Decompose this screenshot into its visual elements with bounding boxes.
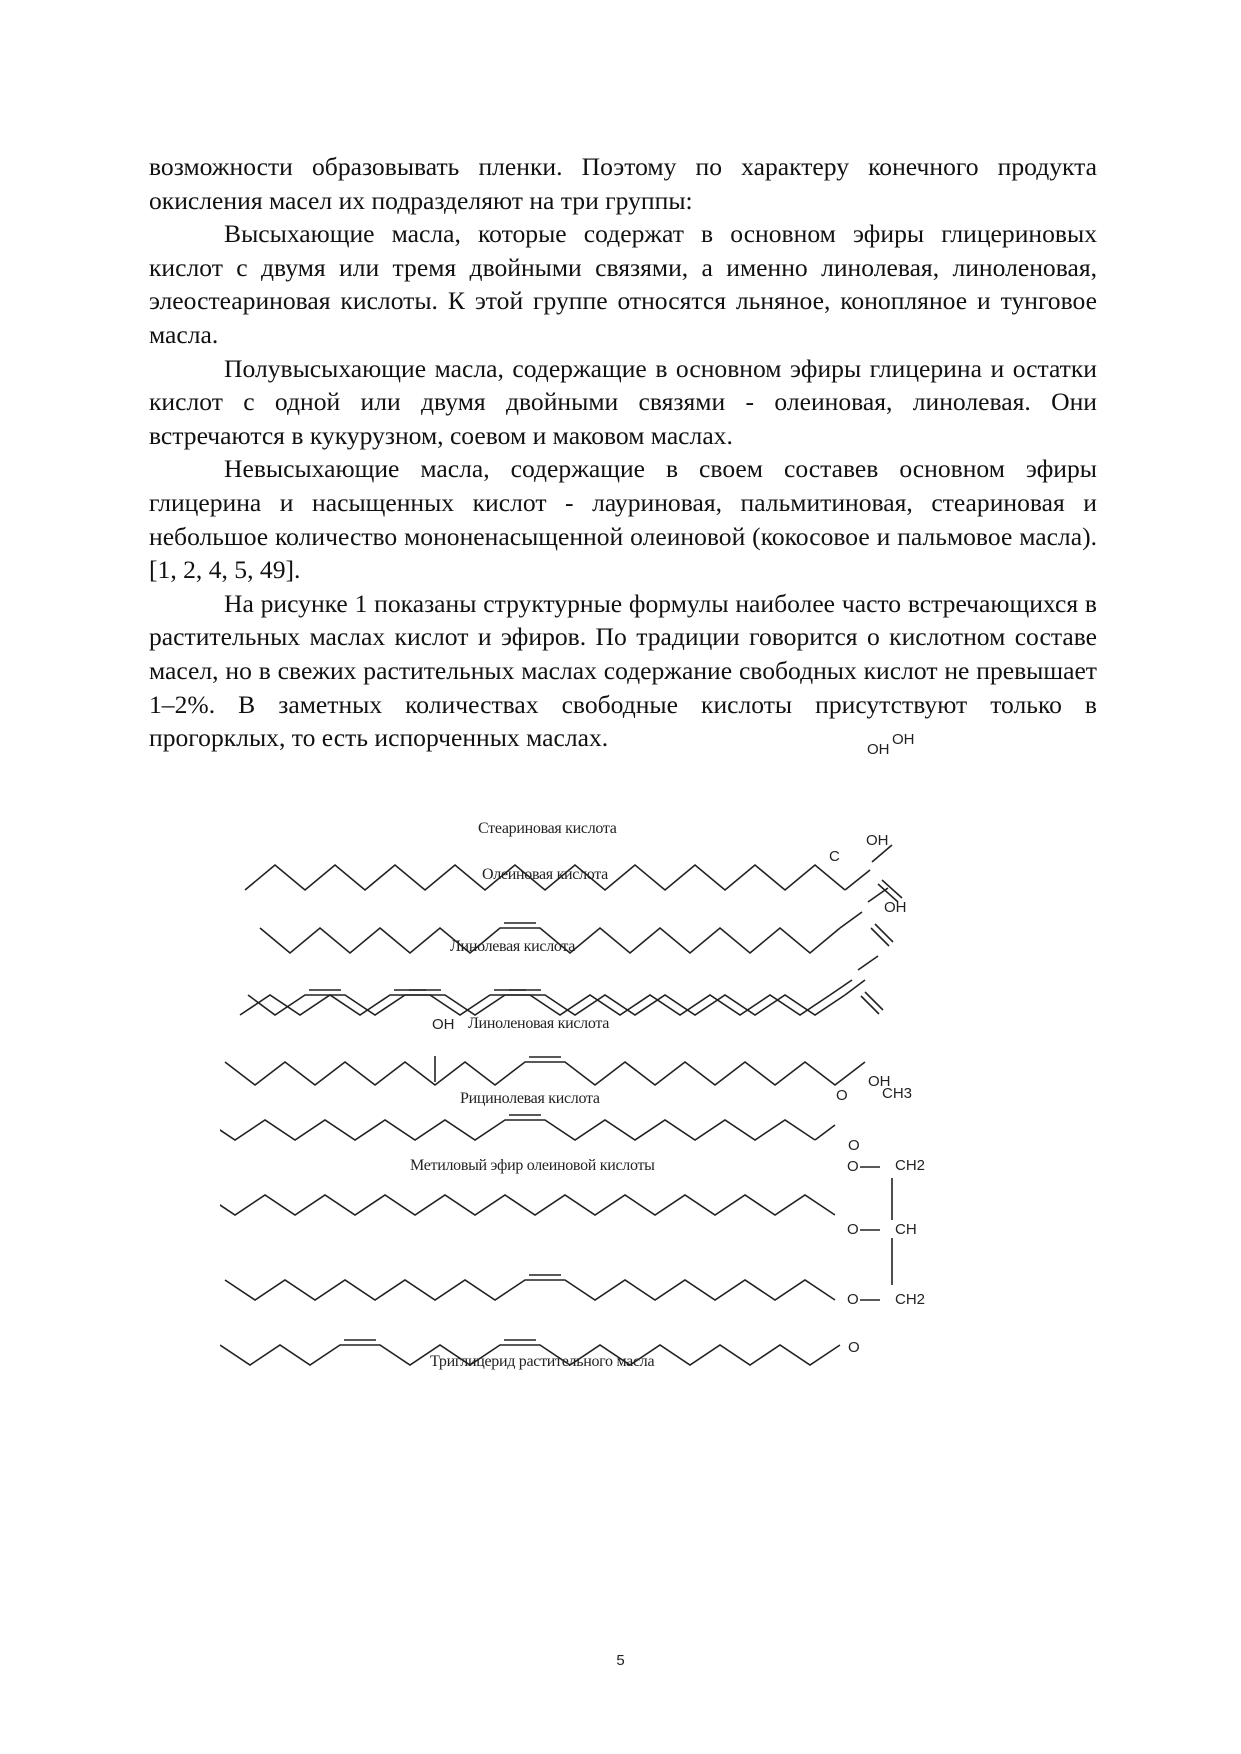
ricinoleic-chain [225,1062,865,1085]
atom-o: O [836,1087,848,1104]
paragraph-non-drying-oils: Невысыхающие масла, содержащие в своем составев основном эфиры глицерина и насыщенных кислот - лауриновая, пальмитиновая, стеариновая и небольшое количество мононенасыщенной олеиновой (кокосовое и пальмовое масла). [1, 2, 4, 5, 49]. [149,454,1097,585]
structural-formulas-figure [220,731,1030,1550]
atom-c: C [829,848,840,865]
paragraph-semi-drying-oils: Полувысыхающие масла, содержащие в основном эфиры глицерина и остатки кислот с одной или двумя двойными связями - олеиновая, линолевая. Они встречаются в кукурузном, соевом и маковом маслах. [149,353,1097,450]
paragraph-figure-intro: На рисунке 1 показаны структурные формулы наиболее часто встречающихся в растительных маслах кислот и эфиров. По традиции говорится о кислотном составе масел, но в свежих растительных маслах содержание свободных кислот не превышает 1–2%. В заметных количествах свободные кислоты присутствуют только в прогорклых, то есть испорченных маслах. [149,588,1097,753]
linoleic-co-bond1 [865,992,883,1010]
label-triglyceride: Триглицерид растительного масла [430,1353,655,1370]
stearic-c-bond [845,870,870,890]
methyl-oleate-chain [220,1120,815,1140]
atom-ch2: CH2 [895,1291,926,1308]
oleic-c-bond [840,912,862,928]
atom-o: O [847,1158,859,1175]
linoleic-co-bond2 [861,996,879,1014]
oleic-co-bond2 [871,928,889,946]
methyl-oleate-c-bond [815,1125,835,1140]
label-linolenic-acid: Линоленовая кислота [468,1015,610,1032]
paragraph: возможности образовывать пленки. Поэтому по характеру конечного продукта окисления масел их подразделяют на три группы: [149,152,1097,215]
triglyceride-chain-1 [220,1195,835,1215]
formulas-drawing [220,820,1030,1550]
atom-oh: OH [884,899,907,916]
oleic-co-bond1 [875,924,893,942]
atom-oh: OH [432,1016,455,1033]
atom-ch3: CH3 [882,1085,913,1102]
stearic-co-bond1 [882,880,902,898]
label-linoleic-acid: Линолевая кислота [450,938,576,955]
atom-o: O [847,1221,859,1238]
atom-oh: OH [866,832,889,849]
atom-oh: OH [867,741,890,758]
atom-o: O [848,1339,860,1356]
atom-o: O [848,1137,860,1154]
linoleic-oh-bond [858,956,878,970]
page-number: 5 [616,1652,625,1669]
label-methyl-oleate: Метиловый эфир олеиновой кислоты [410,1157,655,1174]
atom-ch: CH [895,1221,917,1238]
label-ricinoleic-acid: Рицинолевая кислота [460,1090,600,1107]
body-text [149,150,1097,755]
label-stearic-acid: Стеариновая кислота [478,820,617,837]
label-oleic-acid: Олеиновая кислота [482,866,608,883]
atom-oh: OH [868,1073,891,1090]
atom-ch2: CH2 [895,1157,926,1174]
triglyceride-chain-2 [225,1280,835,1300]
atom-oh: OH [892,731,915,748]
paragraph-drying-oils: Высыхающие масла, которые содержат в основном эфиры глицериновых кислот с двумя или тремя двойными связями, а именно линолевая, линоленовая, элеостеариновая кислоты. К этой группе относятся льняное, конопляное и тунговое масла. [149,219,1097,349]
atom-o: O [847,1291,859,1308]
